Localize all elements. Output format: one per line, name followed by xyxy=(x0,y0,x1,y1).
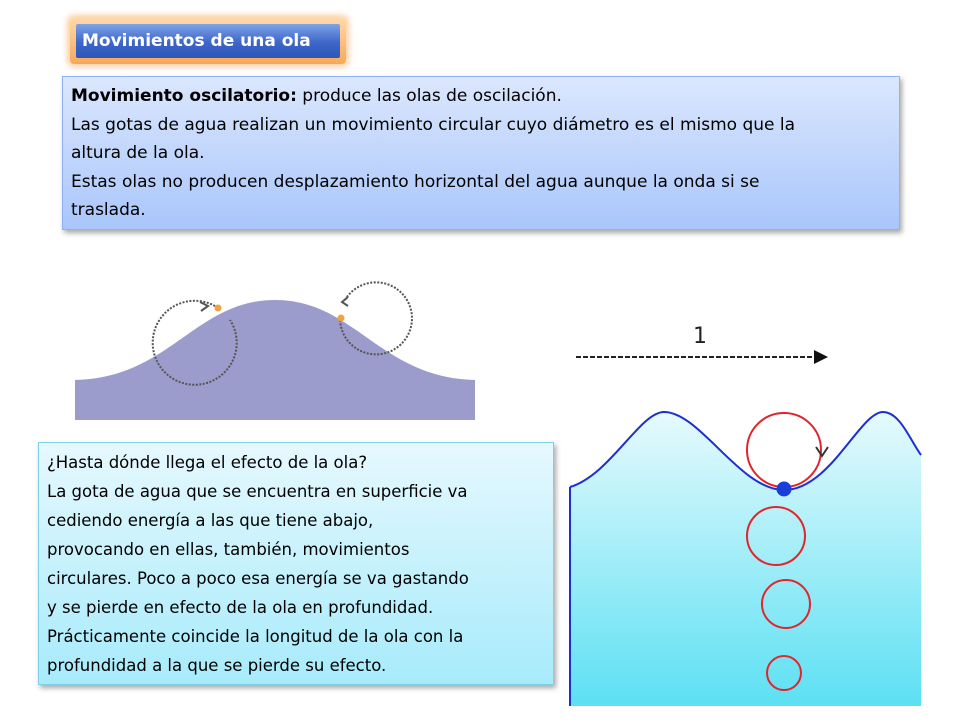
box1-line: Estas olas no producen desplazamiento horizontal del agua aunque la onda si se xyxy=(71,171,760,192)
orbit-arrow-right-icon xyxy=(342,297,348,306)
box2-line: provocando en ellas, también, movimientos xyxy=(47,540,410,559)
wave-crest-shape xyxy=(75,300,475,420)
slide-title: Movimientos de una ola xyxy=(76,24,340,58)
orbit-circle-surface xyxy=(747,413,821,487)
box1-line: altura de la ola. xyxy=(71,143,205,163)
box1-heading: Movimiento oscilatorio: xyxy=(71,86,297,106)
water-body xyxy=(570,412,921,706)
wave-crest-diagram xyxy=(75,282,475,420)
box2-line: ¿Hasta dónde llega el efecto de la ola? xyxy=(47,453,368,472)
box1-line: Las gotas de agua realizan un movimiento circular cuyo diámetro es el mismo que la xyxy=(71,114,796,135)
water-drop-right xyxy=(338,315,345,322)
orbit-arrow-icon xyxy=(816,447,828,456)
box2-line: y se pierde en efecto de la ola en profundidad. xyxy=(47,598,434,617)
box2-line: La gota de agua que se encuentra en superficie va xyxy=(47,482,468,501)
box2-line: circulares. Poco a poco esa energía se va gastando xyxy=(47,569,469,588)
box2-line: cediendo energía a las que tiene abajo, xyxy=(47,511,374,530)
water-drop-surface xyxy=(777,482,792,497)
box1-heading-rest: produce las olas de oscilación. xyxy=(296,86,562,106)
direction-arrow-head-icon xyxy=(814,350,828,364)
box2-line: Prácticamente coincide la longitud de la ola con la xyxy=(47,627,464,646)
arrow-label: 1 xyxy=(693,324,707,349)
box2-line: profundidad a la que se pierde su efecto. xyxy=(47,656,387,675)
water-drop-left xyxy=(215,305,222,312)
wave-effect-depth-box xyxy=(38,442,554,685)
box1-line: traslada. xyxy=(71,200,146,220)
wave-depth-diagram xyxy=(570,324,921,706)
